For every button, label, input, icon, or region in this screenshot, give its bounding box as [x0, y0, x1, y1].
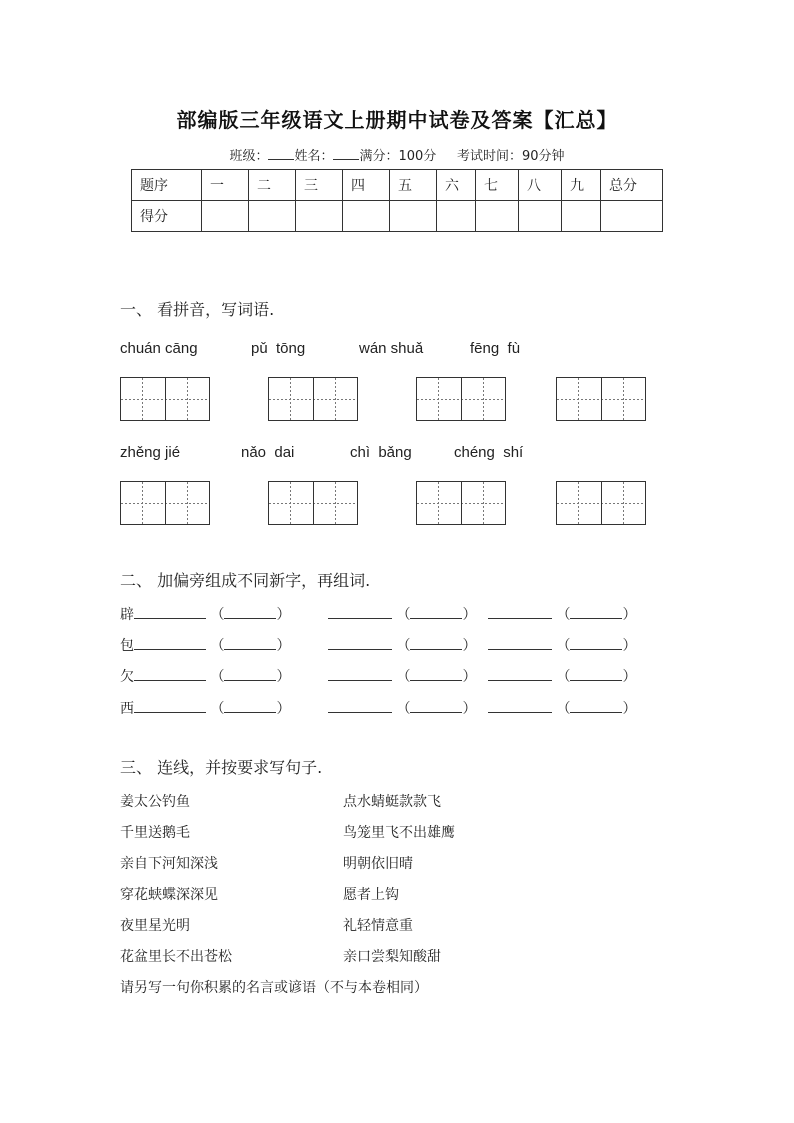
paren-open: （: [556, 638, 571, 654]
score-row-label: 得分: [132, 201, 202, 232]
paren-open: （: [210, 607, 225, 623]
score-cell[interactable]: [249, 201, 296, 232]
base-char: 包: [120, 638, 134, 654]
right-phrase[interactable]: 鸟笼里飞不出雄鹰: [343, 825, 455, 841]
header-cell: 三: [296, 170, 343, 201]
word-blank[interactable]: [570, 667, 622, 681]
paren-close: ）: [462, 701, 477, 717]
paren-open: （: [210, 701, 225, 717]
paren-open: （: [556, 701, 571, 717]
radical-row-col2: [328, 698, 476, 718]
word-blank[interactable]: [224, 636, 276, 650]
radical-row: [120, 698, 290, 718]
paren-close: ）: [276, 701, 291, 717]
radical-row-col2: [328, 604, 476, 624]
score-cell[interactable]: [562, 201, 601, 232]
name-blank[interactable]: [333, 147, 359, 160]
score-table-score-row: [132, 201, 663, 232]
radical-row-col3: [488, 604, 636, 624]
new-char-blank[interactable]: [328, 636, 392, 650]
paren-close: ）: [276, 607, 291, 623]
paren-close: ）: [462, 638, 477, 654]
score-cell[interactable]: [519, 201, 562, 232]
paren-open: （: [396, 638, 411, 654]
paren-open: （: [556, 669, 571, 685]
radical-row: [120, 635, 290, 655]
score-cell[interactable]: [601, 201, 663, 232]
writing-grid[interactable]: [556, 481, 646, 525]
base-char: 西: [120, 701, 134, 717]
new-char-blank[interactable]: [134, 667, 206, 681]
score-cell[interactable]: [343, 201, 390, 232]
word-blank[interactable]: [224, 699, 276, 713]
score-cell[interactable]: [202, 201, 249, 232]
paren-open: （: [396, 607, 411, 623]
pinyin-label: nǎo dai: [241, 444, 295, 461]
pinyin-label: chì bǎng: [350, 444, 412, 461]
word-blank[interactable]: [224, 667, 276, 681]
left-phrase[interactable]: 夜里星光明: [120, 918, 190, 934]
paren-close: ）: [622, 638, 637, 654]
paren-open: （: [556, 607, 571, 623]
pinyin-label: zhěng jié: [120, 444, 181, 461]
score-cell[interactable]: [390, 201, 437, 232]
writing-grid[interactable]: [120, 481, 210, 525]
word-blank[interactable]: [570, 699, 622, 713]
pinyin-label: chéng shí: [454, 444, 524, 461]
new-char-blank[interactable]: [488, 636, 552, 650]
word-blank[interactable]: [570, 636, 622, 650]
paren-close: ）: [276, 669, 291, 685]
radical-row-col2: [328, 666, 476, 686]
new-char-blank[interactable]: [134, 605, 206, 619]
score-cell[interactable]: [296, 201, 343, 232]
paren-close: ）: [622, 669, 637, 685]
paren-open: （: [210, 669, 225, 685]
paren-close: ）: [622, 607, 637, 623]
header-cell: 四: [343, 170, 390, 201]
header-cell: 二: [249, 170, 296, 201]
new-char-blank[interactable]: [488, 699, 552, 713]
left-phrase[interactable]: 姜太公钓鱼: [120, 794, 190, 810]
right-phrase[interactable]: 亲口尝梨知酸甜: [343, 949, 441, 965]
header-cell: 题序: [132, 170, 202, 201]
paren-close: ）: [462, 607, 477, 623]
radical-row: [120, 604, 290, 624]
radical-row-col3: [488, 635, 636, 655]
writing-grid[interactable]: [120, 377, 210, 421]
pinyin-label: pǔ tōng: [251, 340, 306, 357]
header-cell: 总分: [601, 170, 663, 201]
writing-grid[interactable]: [556, 377, 646, 421]
left-phrase[interactable]: 花盆里长不出苍松: [120, 949, 232, 965]
paren-open: （: [210, 638, 225, 654]
full-score: 满分：100分: [359, 149, 437, 164]
radical-row: [120, 666, 290, 686]
paren-close: ）: [622, 701, 637, 717]
base-char: 欠: [120, 669, 134, 685]
right-phrase[interactable]: 礼轻情意重: [343, 918, 413, 934]
paren-open: （: [396, 669, 411, 685]
exam-info: [0, 145, 794, 164]
section1-title: 一、 看拼音，写词语.: [120, 300, 275, 319]
name-label: 姓名：: [294, 149, 334, 164]
class-blank[interactable]: [268, 147, 294, 160]
page-title: 部编版三年级语文上册期中试卷及答案【汇总】: [176, 108, 618, 132]
new-char-blank[interactable]: [134, 636, 206, 650]
new-char-blank[interactable]: [328, 699, 392, 713]
header-cell: 六: [437, 170, 476, 201]
paren-open: （: [396, 701, 411, 717]
left-phrase[interactable]: 穿花蛱蝶深深见: [120, 887, 218, 903]
base-char: 辟: [120, 607, 134, 623]
score-table-header-row: [132, 170, 663, 201]
new-char-blank[interactable]: [328, 605, 392, 619]
right-phrase[interactable]: 愿者上钩: [343, 887, 399, 903]
writing-grid[interactable]: [416, 481, 506, 525]
section3-title: 三、 连线，并按要求写句子.: [120, 758, 323, 777]
new-char-blank[interactable]: [488, 605, 552, 619]
writing-grid[interactable]: [268, 481, 358, 525]
right-phrase[interactable]: 明朝依旧晴: [343, 856, 413, 872]
radical-row-col3: [488, 666, 636, 686]
left-phrase[interactable]: 千里送鹅毛: [120, 825, 190, 841]
header-cell: 一: [202, 170, 249, 201]
writing-grid[interactable]: [416, 377, 506, 421]
pinyin-label: fēng fù: [470, 340, 521, 357]
new-char-blank[interactable]: [328, 667, 392, 681]
exam-time: 考试时间：90分钟: [456, 149, 565, 164]
paren-close: ）: [276, 638, 291, 654]
proverb-instruction: 请另写一句你积累的名言或谚语（不与本卷相同）: [120, 980, 428, 996]
new-char-blank[interactable]: [488, 667, 552, 681]
pinyin-label: chuán cāng: [120, 340, 198, 357]
header-cell: 五: [390, 170, 437, 201]
word-blank[interactable]: [410, 605, 462, 619]
left-phrase[interactable]: 亲自下河知深浅: [120, 856, 218, 872]
pinyin-label: wán shuǎ: [359, 340, 424, 357]
score-table: [131, 169, 663, 232]
paren-close: ）: [462, 669, 477, 685]
word-blank[interactable]: [224, 605, 276, 619]
word-blank[interactable]: [410, 636, 462, 650]
header-cell: 九: [562, 170, 601, 201]
right-phrase[interactable]: 点水蜻蜓款款飞: [343, 794, 441, 810]
radical-row-col2: [328, 635, 476, 655]
new-char-blank[interactable]: [134, 699, 206, 713]
writing-grid[interactable]: [268, 377, 358, 421]
header-cell: 八: [519, 170, 562, 201]
header-cell: 七: [476, 170, 519, 201]
radical-row-col3: [488, 698, 636, 718]
score-cell[interactable]: [476, 201, 519, 232]
word-blank[interactable]: [410, 699, 462, 713]
section2-title: 二、 加偏旁组成不同新字，再组词.: [120, 571, 371, 590]
word-blank[interactable]: [570, 605, 622, 619]
class-label: 班级：: [229, 149, 269, 164]
score-cell[interactable]: [437, 201, 476, 232]
word-blank[interactable]: [410, 667, 462, 681]
